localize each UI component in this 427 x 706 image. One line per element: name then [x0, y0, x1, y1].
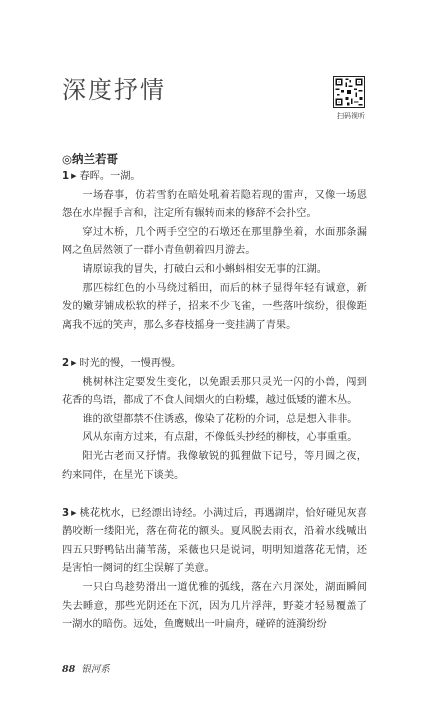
triangle-marker-icon: ▶ [71, 508, 77, 517]
section-lead [62, 354, 367, 374]
author-byline: ◎纳兰若哥 [62, 152, 119, 166]
section-1 [62, 167, 367, 335]
article-body [62, 162, 367, 635]
section-number: 1 [62, 171, 70, 182]
section-number: 2 [62, 357, 70, 369]
paragraph: 请原谅我的冒失，打破白云和小蝌蚪相安无事的江湖。 [82, 263, 327, 275]
qr-caption: 扫码视听 [337, 112, 365, 120]
paragraph: 桃树林注定要发生变化，以免跟丢那只灵光一闪的小兽，闯到花香的鸟语，都成了不食人间烟火的白粉蝶，越过低矮的灌木丛。 [62, 376, 367, 407]
paragraph: 谁的欲望都禁不住诱惑，像染了花粉的介词，总是想入非非。 [82, 413, 358, 425]
triangle-marker-icon: ▶ [71, 358, 77, 367]
paragraph: 一场春事，仿若雪豹在暗处吼着若隐若现的雷声，又像一场恩怨在水岸握手言和，注定所有辗转而来的修辞不会扑空。 [62, 189, 367, 220]
section-3 [62, 504, 367, 635]
paragraph: 一只白鸟趁势滑出一道优雅的弧线，落在六月深处，湖面瞬间失去睡意，那些光阴还在下沉，因为几片浮萍，野菱才轻易覆盖了一湖水的暗伤。远处，鱼鹰贼出一叶扁舟，碰碎的涟漪纷纷 [62, 582, 367, 631]
section-lead [62, 167, 367, 187]
qr-code-icon[interactable] [333, 76, 365, 108]
section-lead [62, 504, 367, 579]
triangle-marker-icon: ▶ [71, 172, 77, 180]
section-number: 3 [62, 507, 70, 519]
section-2 [62, 354, 367, 485]
paragraph: 风从东南方过来，有点甜，不像低头抄经的柳枝，心事重重。 [82, 432, 358, 444]
section-first-line: 时光的慢，一慢再慢。 [79, 357, 182, 369]
paragraph: 穿过木桥，几个两手空空的石墩还在那里静坐着，水面那条漏网之鱼居然领了一群小青鱼朝着四月游去。 [62, 226, 367, 257]
paragraph: 那匹棕红色的小马绕过稻田，而后的林子显得年轻有诚意，新发的嫩芽铺成松软的样子，招来不少飞雀，一些落叶缤纷，很像距离我不远的笑声，那么多春枝摇身一变挂满了青果。 [62, 282, 367, 331]
section-first-line: 桃花枕水，已经漂出诗经。小满过后，再遇湖岸，恰好碰见灰喜鹊咬断一缕阳光，落在荷花的额头。夏风脱去雨衣，沿着水线喊出四五只野鸭钻出蒲苇荡，采薇也只是说词，明明知道落花无情，还是害怕一阕词的红尘误解了美意。 [62, 507, 367, 575]
paragraph: 阳光古老而又抒情。我像敏锐的狐狸做下记号，等月圆之夜，约来同伴，在星光下谈美。 [62, 450, 367, 481]
journal-name: 银河系 [81, 664, 110, 675]
page-title: 深度抒情 [62, 76, 166, 104]
page-number: 88 [62, 664, 76, 675]
section-first-line: 春晖。一湖。 [79, 171, 141, 182]
page-footer [62, 661, 110, 675]
